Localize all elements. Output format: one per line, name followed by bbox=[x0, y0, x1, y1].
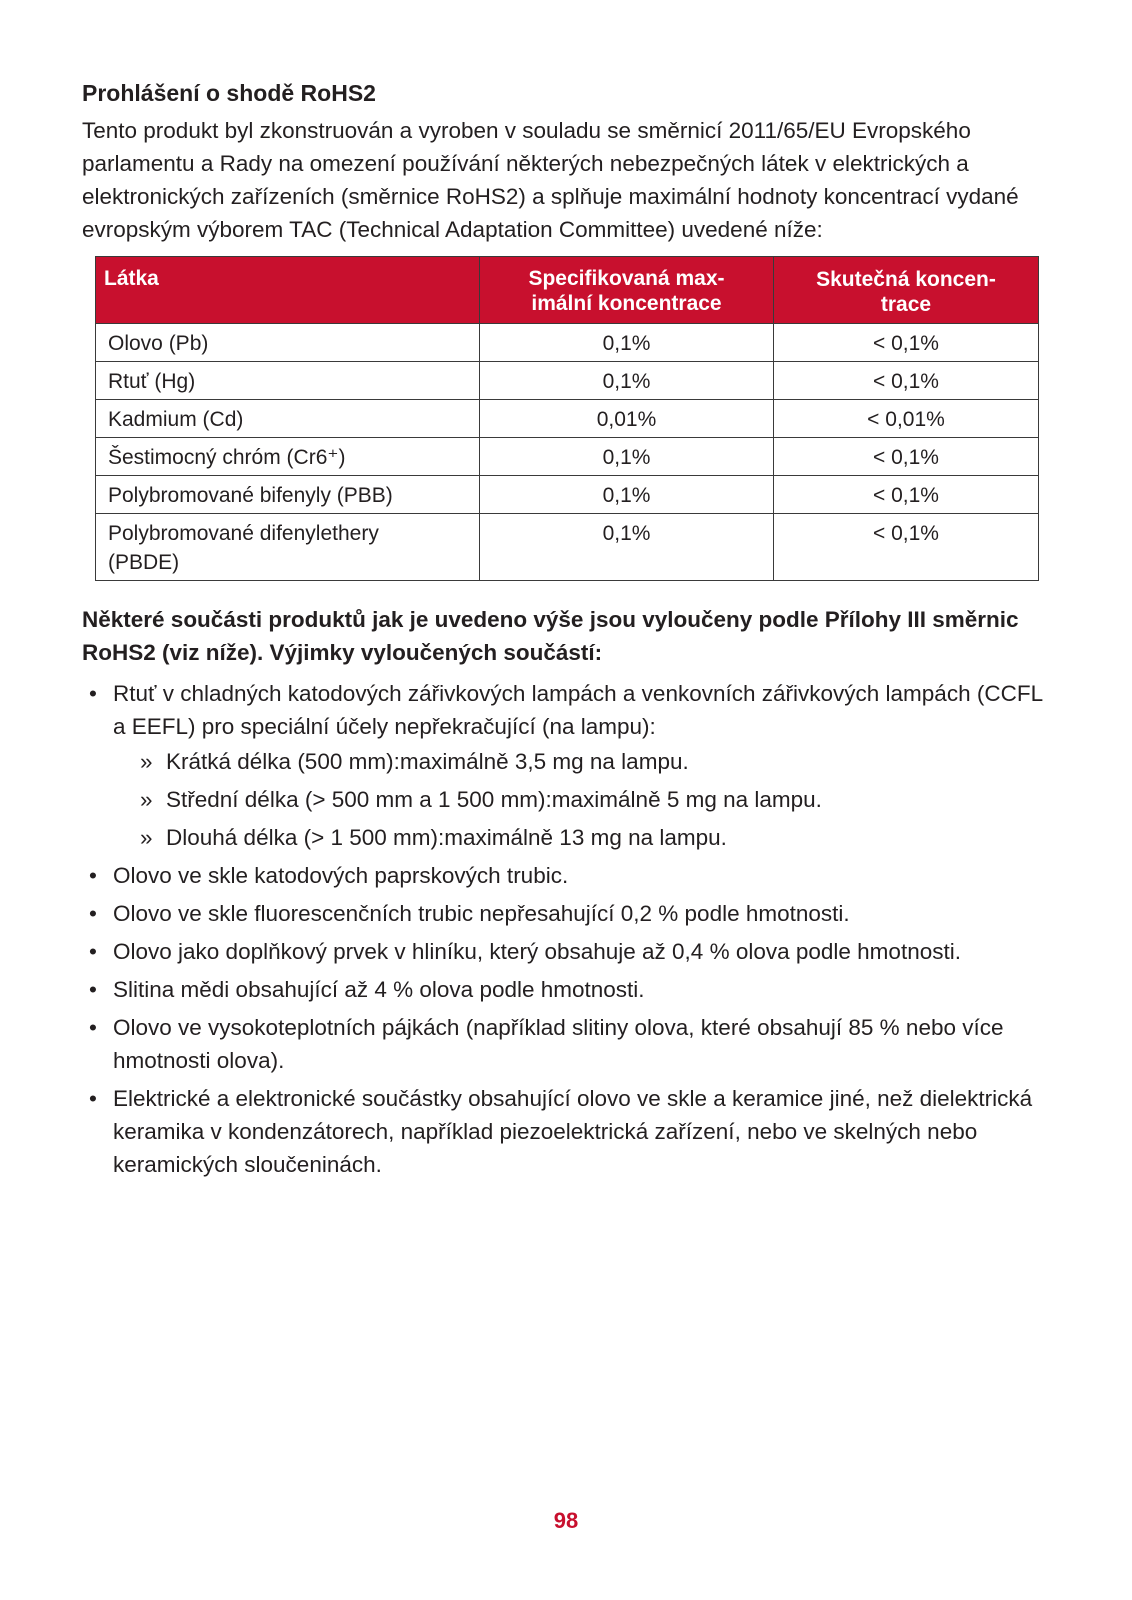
header-actual-line-2: trace bbox=[880, 293, 932, 316]
bullet-icon: • bbox=[89, 1086, 97, 1111]
table-row bbox=[96, 324, 1039, 362]
intro-paragraph: Tento produkt byl zkonstruován a vyroben v souladu se směrnicí 2011/65/EU Evropského parlamentu a Rady na omezení používání některých nebezpečných látek v elektrických a elektronických zařízeních (směrnice RoHS2) a splňuje maximální hodnoty koncentrací vydané evropským výborem TAC (Technical Adaptation Committee) uvedené níže: bbox=[82, 118, 1019, 242]
list-item-text: Olovo ve vysokoteplotních pájkách (například slitiny olova, které obsahují 85 % nebo více hmotnosti olova). bbox=[113, 1015, 1004, 1073]
cell-max: 0,1% bbox=[480, 476, 774, 514]
header-max-line-1: Specifikovaná max- bbox=[528, 267, 725, 290]
bullet-icon: • bbox=[89, 1015, 97, 1040]
cell-actual: < 0,1% bbox=[774, 476, 1039, 514]
cell-max: 0,1% bbox=[480, 362, 774, 400]
list-item bbox=[82, 859, 1050, 892]
sub-list-item bbox=[113, 821, 1050, 854]
table-row bbox=[96, 514, 1039, 581]
list-item-text: Olovo jako doplňkový prvek v hliníku, který obsahuje až 0,4 % olova podle hmotnosti. bbox=[113, 939, 961, 964]
table-row bbox=[96, 400, 1039, 438]
header-max-concentration bbox=[480, 257, 774, 324]
cell-max: 0,1% bbox=[480, 438, 774, 476]
substances-table bbox=[95, 256, 1039, 581]
double-chevron-icon: » bbox=[140, 787, 153, 812]
list-item-text: Elektrické a elektronické součástky obsahující olovo ve skle a keramice jiné, než dielektrická keramika v kondenzátorech, například piezoelektrická zařízení, nebo ve skelných nebo keramických sloučeninách. bbox=[113, 1086, 1033, 1177]
cell-max: 0,1% bbox=[480, 324, 774, 362]
cell-substance: Kadmium (Cd) bbox=[96, 400, 480, 438]
sub-list bbox=[113, 745, 1050, 854]
table-row bbox=[96, 476, 1039, 514]
table-header-row bbox=[96, 257, 1039, 324]
exemptions-list bbox=[82, 677, 1050, 1181]
list-item-text: Slitina mědi obsahující až 4 % olova podle hmotnosti. bbox=[113, 977, 645, 1002]
bullet-icon: • bbox=[89, 939, 97, 964]
sub-list-item bbox=[113, 745, 1050, 778]
cell-actual: < 0,01% bbox=[774, 400, 1039, 438]
double-chevron-icon: » bbox=[140, 825, 153, 850]
list-item bbox=[82, 935, 1050, 968]
exemptions-heading: Některé součásti produktů jak je uvedeno výše jsou vyloučeny podle Přílohy III směrnic RoHS2 (viz níže). Výjimky vyloučených součástí: bbox=[82, 607, 1019, 665]
cell-actual: < 0,1% bbox=[774, 514, 1039, 581]
sub-list-item-text: Krátká délka (500 mm):maximálně 3,5 mg na lampu. bbox=[166, 749, 689, 774]
cell-substance: Polybromované bifenyly (PBB) bbox=[96, 476, 480, 514]
header-actual-concentration bbox=[774, 257, 1039, 324]
bullet-icon: • bbox=[89, 901, 97, 926]
cell-substance: Olovo (Pb) bbox=[96, 324, 480, 362]
cell-substance: Šestimocný chróm (Cr6⁺) bbox=[96, 438, 480, 476]
cell-actual: < 0,1% bbox=[774, 362, 1039, 400]
header-substance: Látka bbox=[96, 257, 480, 324]
header-max-line-2: imální koncentrace bbox=[531, 292, 722, 315]
cell-substance-line-1: Polybromované difenylethery bbox=[108, 522, 379, 545]
list-item bbox=[82, 897, 1050, 930]
list-item-text: Olovo ve skle fluorescenčních trubic nepřesahující 0,2 % podle hmotnosti. bbox=[113, 901, 850, 926]
page-number: 98 bbox=[553, 1508, 579, 1533]
list-item-text: Rtuť v chladných katodových zářivkových lampách a venkovních zářivkových lampách (CCFL a EEFL) pro speciální účely nepřekračující (na lampu): bbox=[113, 681, 1043, 739]
list-item bbox=[82, 1011, 1050, 1077]
list-item bbox=[82, 677, 1050, 854]
sub-list-item bbox=[113, 783, 1050, 816]
list-item bbox=[82, 973, 1050, 1006]
cell-max: 0,01% bbox=[480, 400, 774, 438]
cell-max: 0,1% bbox=[480, 514, 774, 581]
cell-actual: < 0,1% bbox=[774, 324, 1039, 362]
header-actual-line-1: Skutečná koncen- bbox=[816, 268, 996, 291]
cell-actual: < 0,1% bbox=[774, 438, 1039, 476]
document-page bbox=[82, 78, 1050, 1186]
section-heading: Prohlášení o shodě RoHS2 bbox=[82, 80, 376, 106]
sub-list-item-text: Střední délka (> 500 mm a 1 500 mm):maximálně 5 mg na lampu. bbox=[166, 787, 822, 812]
bullet-icon: • bbox=[89, 863, 97, 888]
sub-list-item-text: Dlouhá délka (> 1 500 mm):maximálně 13 mg na lampu. bbox=[166, 825, 727, 850]
cell-substance: Rtuť (Hg) bbox=[96, 362, 480, 400]
table-row bbox=[96, 362, 1039, 400]
table-row bbox=[96, 438, 1039, 476]
bullet-icon: • bbox=[89, 681, 97, 706]
cell-substance-line-2: (PBDE) bbox=[108, 551, 180, 574]
bullet-icon: • bbox=[89, 977, 97, 1002]
list-item bbox=[82, 1082, 1050, 1181]
list-item-text: Olovo ve skle katodových paprskových trubic. bbox=[113, 863, 569, 888]
cell-substance bbox=[96, 514, 480, 581]
double-chevron-icon: » bbox=[140, 749, 153, 774]
